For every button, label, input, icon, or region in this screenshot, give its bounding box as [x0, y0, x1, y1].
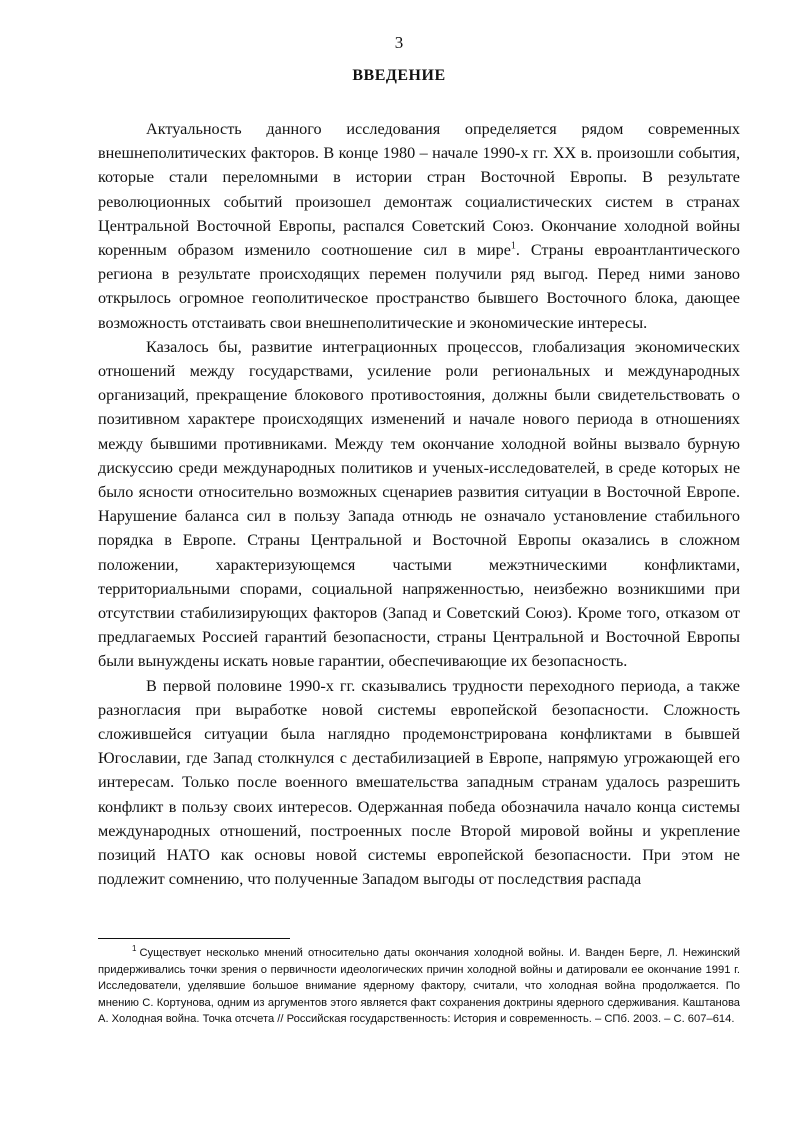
page-number: 3 — [394, 33, 404, 52]
paragraph-2: Казалось бы, развитие интеграционных процессов, глобализация экономических отношений между государствами, усиление роли региональных и международных организаций, прекращение блокового противостояния, должны были свидетельствовать о позитивном характере происходящих изменений и начале нового периода в отношениях между бывшими противниками. Между тем окончание холодной войны вызвало бурную дискуссию среди международных политиков и ученых-исследователей, в среде которых не было ясности относительно возможных сценариев развития ситуации в Восточной Европе. Нарушение баланса сил в пользу Запада отнюдь не означало установление стабильного порядка в Европе. Страны Центральной и Восточной Европы оказались в сложном положении, характеризующемся частыми межэтническими конфликтами, территориальными спорами, социальной напряженностью, неизбежно возникшими при отсутствии стабилизирующих факторов (Запад и Советский Союз). Кроме того, отказом от предлагаемых Россией гарантий безопасности, страны Центральной и Восточной Европы были вынуждены искать новые гарантии, обеспечивающие их безопасность. — [98, 337, 740, 671]
footnote-text: Существует несколько мнений относительно даты окончания холодной войны. И. Ванден Берге, Л. Нежинский придерживались точки зрения о первичности идеологических причин холодной войны и датировали ее окончание 1991 г. Исследователи, уделявшие большое внимание ядерному фактору, считали, что холодная война продолжается. По мнению С. Кортунова, одним из аргументов этого является факт сохранения доктрины ядерного сдерживания. Каштанова А. Холодная война. Точка отсчета // Российская государственность: История и современность. – СПб. 2003. – С. 607–614. — [98, 947, 740, 1025]
main-text — [98, 117, 740, 892]
paragraph-1-text: Актуальность данного исследования определяется рядом современных внешнеполитических факторов. В конце 1980 – начале 1990-х гг. XX в. произошли события, которые стали переломными в истории стран Восточной Европы. В результате революционных событий произошел демонтаж социалистических систем в странах Центральной Восточной Европы, распался Советский Союз. Окончание холодной войны коренным образом изменило соотношение сил в мире — [98, 120, 740, 260]
footnote — [98, 945, 740, 1028]
footnote-reference[interactable]: 1 — [510, 240, 516, 252]
paragraph-1 — [98, 117, 740, 335]
page-title: ВВЕДЕНИЕ — [352, 67, 446, 84]
footnote-mark: 1 — [132, 944, 137, 954]
footnote-divider — [98, 938, 290, 939]
paragraph-3: В первой половине 1990-х гг. сказывались трудности переходного периода, а также разногласия при выработке новой системы европейской безопасности. Сложность сложившейся ситуации была наглядно продемонстрирована конфликтами в бывшей Югославии, где Запад столкнулся с дестабилизацией в Европе, напрямую угрожающей его интересам. Только после военного вмешательства западным странам удалось разрешить конфликт в пользу своих интересов. Одержанная победа обозначила начало конца системы международных отношений, построенных после Второй мировой войны и укрепление позиций НАТО как основы новой системы европейской безопасности. При этом не подлежит сомнению, что полученные Западом выгоды от последствия распада — [98, 676, 740, 889]
paragraph-1-text-continued: . Страны евроантлантического региона в результате происходящих перемен получили ряд выгод. Перед ними заново открылось огромное геополитическое пространство бывшего Восточного блока, дающее возможность отстаивать свои внешнеполитические и экономические интересы. — [98, 241, 740, 332]
